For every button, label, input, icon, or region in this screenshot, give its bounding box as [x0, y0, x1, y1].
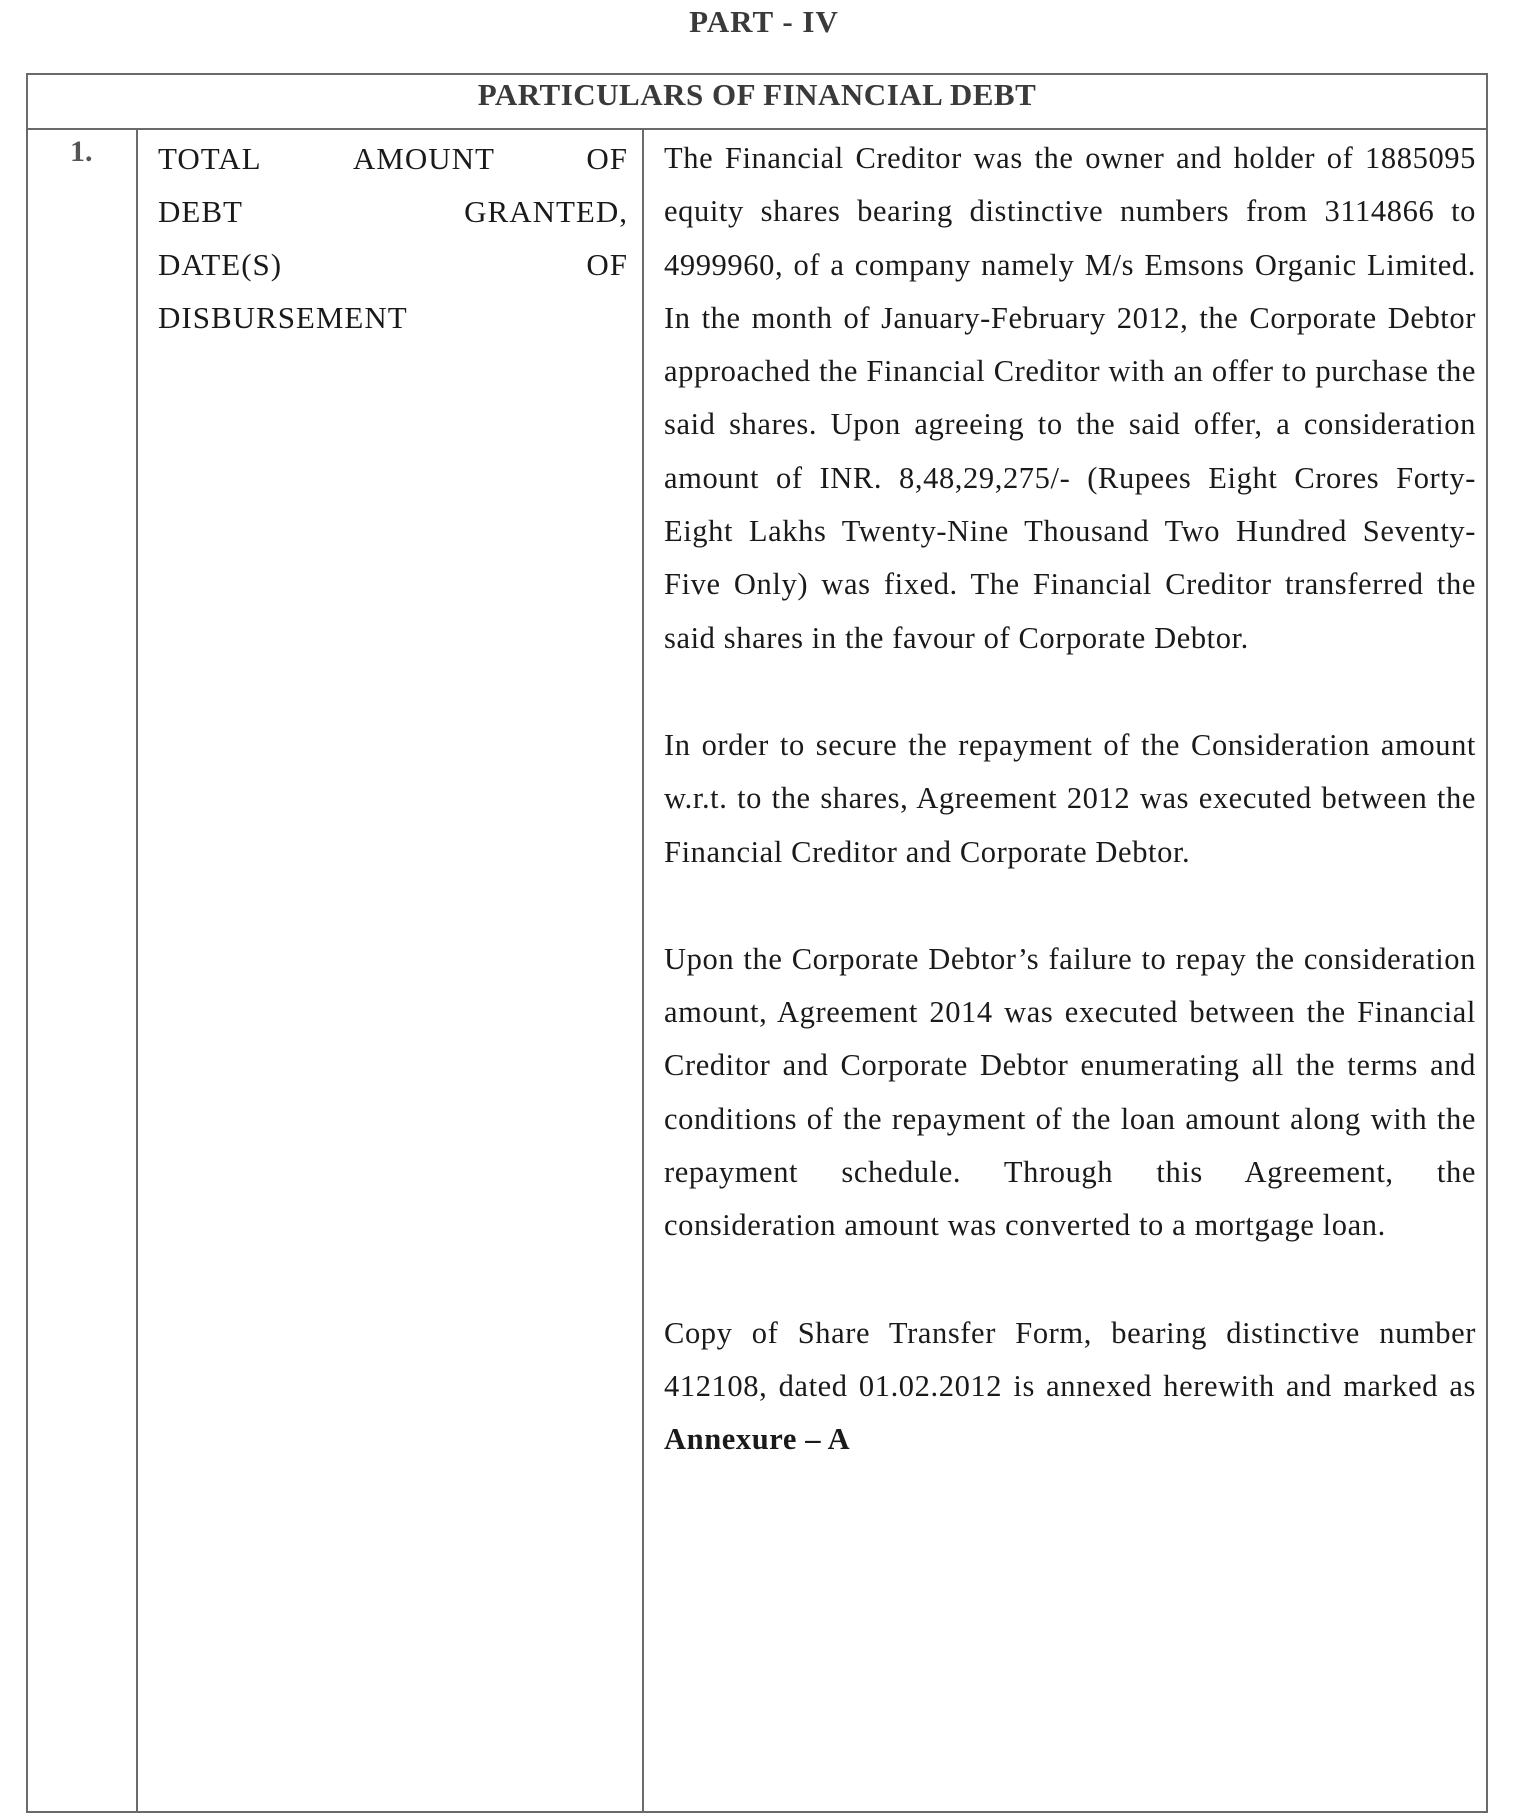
label-word: DATE(S)	[158, 247, 283, 282]
financial-debt-table	[26, 73, 1488, 1813]
column-divider	[642, 130, 644, 1811]
part-title: PART - IV	[689, 4, 839, 39]
label-word: OF	[586, 141, 628, 176]
label-line	[158, 291, 628, 344]
annexure-paragraph	[664, 1307, 1476, 1467]
row-label	[158, 132, 628, 344]
column-divider	[136, 130, 138, 1811]
annexure-text: Copy of Share Transfer Form, bearing distinctive number 412108, dated 01.02.2012 is annexed herewith and marked as	[664, 1315, 1476, 1403]
details-paragraph: Upon the Corporate Debtor’s failure to repay the consideration amount, Agreement 2014 was executed between the Financial Creditor and Corporate Debtor enumerating all the terms and conditions of the repayment of the loan amount along with the repayment schedule. Through this Agreement, the consideration amount was converted to a mortgage loan.	[664, 941, 1476, 1243]
label-word: OF	[586, 247, 628, 282]
label-word: DISBURSEMENT	[158, 300, 408, 335]
label-line	[158, 185, 628, 238]
details-paragraph: The Financial Creditor was the owner and holder of 1885095 equity shares bearing distinctive numbers from 3114866 to 4999960, of a company namely M/s Emsons Organic Limited. In the month of January-February 2012, the Corporate Debtor approached the Financial Creditor with an offer to purchase the said shares. Upon agreeing to the said offer, a consideration amount of INR. 8,48,29,275/- (Rupees Eight Crores Forty-Eight Lakhs Twenty-Nine Thousand Two Hundred Seventy-Five Only) was fixed. The Financial Creditor transferred the said shares in the favour of Corporate Debtor.	[664, 141, 1476, 655]
details-paragraph: In order to secure the repayment of the Consideration amount w.r.t. to the shares, Agreement 2012 was executed between the Financial Creditor and Corporate Debtor.	[664, 727, 1476, 869]
label-line	[158, 238, 628, 291]
label-word: GRANTED,	[464, 194, 628, 229]
table-heading: PARTICULARS OF FINANCIAL DEBT	[28, 75, 1486, 130]
label-word: DEBT	[158, 194, 243, 229]
label-word: AMOUNT	[352, 141, 495, 176]
row-serial-number: 1.	[70, 135, 93, 168]
label-word: TOTAL	[158, 141, 262, 176]
annexure-reference: Annexure – A	[664, 1422, 851, 1457]
label-line	[158, 132, 628, 185]
row-details	[664, 132, 1476, 1467]
